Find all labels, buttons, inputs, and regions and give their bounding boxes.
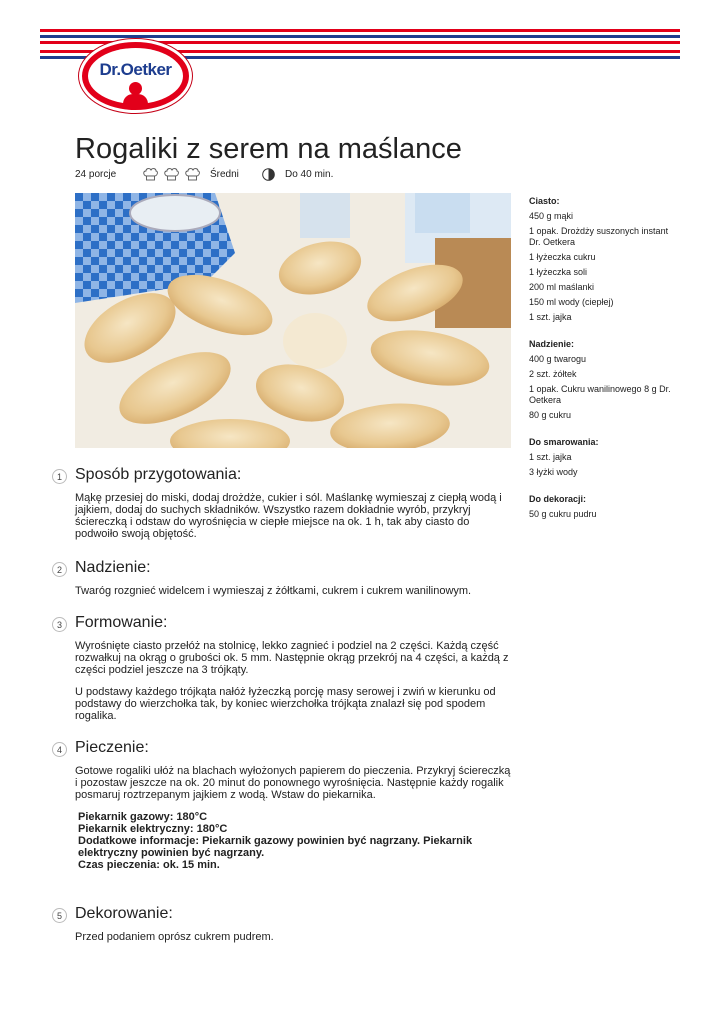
step-number: 3 [52,617,67,632]
ingredient-item: 200 ml maślanki [529,282,595,292]
step-paragraph: Przed podaniem oprósz cukrem pudrem. [75,931,274,943]
oven-line: Dodatkowe informacje: Piekarnik gazowy powinien być nagrzany. Piekarnik elektryczny powinien być nagrzany. [78,835,473,859]
ingredient-item: 80 g cukru [529,410,572,420]
step-body [75,931,515,953]
ingredient-item: 50 g cukru pudru [529,509,597,519]
ingredient-item: 2 szt. żółtek [529,369,577,379]
step-paragraph: Wyrośnięte ciasto przełóż na stolnicę, lekko zagnieć i podziel na 2 części. Każdą część rozwałkuj na okrąg o grubości ok. 5 mm. Następnie okrąg przekrój na 4 części, a każdą z części podziel jeszcze na 3 trójkąty. [75,640,509,676]
step-title: Sposób przygotowania: [75,466,242,483]
oven-settings [75,811,515,871]
clock-icon [262,168,275,181]
step-paragraph: Mąkę przesiej do miski, dodaj drożdże, cukier i sól. Maślankę wymieszaj z ciepłą wodą i jajkiem, dodaj do suchych składników. Wszystko razem dokładnie wyrób, przykryj ściereczką i odstaw do wyrośnięcia w ciepłe miejsce na ok. 1 h, tak aby ciasto do podwoiło swoją objętość. [75,492,502,540]
chef-hat-icon [164,168,179,181]
dr-oetker-logo[interactable] [79,39,192,113]
step-title: Nadzienie: [75,559,151,576]
ingredient-item: 1 szt. jajka [529,452,572,462]
chef-hat-icon [185,168,200,181]
step-title: Dekorowanie: [75,905,173,922]
ingredient-item: 1 łyżeczka soli [529,267,588,277]
logo-text: Dr.Oetker [99,60,172,79]
step-paragraph: U podstawy każdego trójkąta nałóż łyżeczką porcję masy serowej i zwiń w kierunku od podstawy do wierzchołka tak, by koniec wierzchołka trójkąta znalazł się pod spodem rogalika. [75,686,496,722]
step-number: 2 [52,562,67,577]
portions: 24 porcje [75,169,117,180]
ingredient-item: 1 opak. Drożdży suszonych instant Dr. Oetkera [529,226,669,247]
step-title: Pieczenie: [75,739,149,756]
chef-hat-icon [143,168,158,181]
recipe-title: Rogaliki z serem na maślance [75,133,462,165]
step-paragraph: Gotowe rogaliki ułóż na blachach wyłożonych papierem do pieczenia. Przykryj ściereczką i pozostaw jeszcze na ok. 20 minut do ponownego wyrośnięcia. Następnie każdy rogalik posmaruj roztrzepanym jajkiem z wodą. Wstaw do piekarnika. [75,765,511,801]
logo-figure-body [123,94,148,104]
step-body [75,640,515,732]
ingredient-group-heading: Do dekoracji: [529,494,587,504]
ingredient-item: 1 łyżeczka cukru [529,252,596,262]
step-title: Formowanie: [75,614,168,631]
step-number: 4 [52,742,67,757]
croissants-photo [75,193,511,448]
step-body [75,492,515,550]
recipe-photo [75,193,511,448]
ingredient-item: 3 łyżki wody [529,467,578,477]
step-paragraph: Twaróg rozgnieć widelcem i wymieszaj z żółtkami, cukrem i cukrem wanilinowym. [75,585,472,597]
oven-line: Czas pieczenia: ok. 15 min. [78,859,220,871]
ingredient-item: 1 szt. jajka [529,312,572,322]
oven-line: Piekarnik gazowy: 180°C [78,811,208,823]
ingredient-group-heading: Nadzienie: [529,339,575,349]
ingredients-sidebar [529,196,679,524]
step-number: 5 [52,908,67,923]
step-body [75,585,515,607]
ingredient-item: 1 opak. Cukru wanilinowego 8 g Dr. Oetkera [529,384,671,405]
ingredient-group-heading: Ciasto: [529,196,560,206]
ingredient-item: 450 g mąki [529,211,574,221]
ingredient-item: 150 ml wody (ciepłej) [529,297,614,307]
step-body [75,765,515,871]
step-number: 1 [52,469,67,484]
difficulty: Średni [210,169,239,180]
time: Do 40 min. [285,169,334,180]
oven-line: Piekarnik elektryczny: 180°C [78,823,228,835]
ingredient-group-heading: Do smarowania: [529,437,599,447]
ingredient-item: 400 g twarogu [529,354,587,364]
